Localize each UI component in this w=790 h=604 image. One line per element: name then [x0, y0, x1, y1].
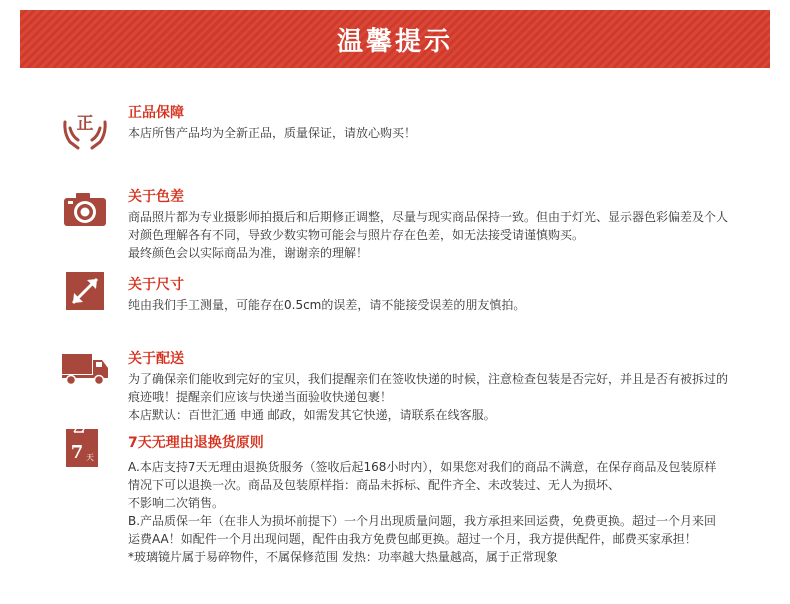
calendar-icon-day: 天: [86, 453, 94, 462]
truck-icon: [60, 348, 110, 392]
page-title: 温馨提示: [336, 26, 453, 57]
section-line: 纯由我们手工测量，可能存在0.5cm的误差，请不能接受误差的朋友慎拍。: [128, 298, 526, 312]
section-line: 情况下可以退换一次。商品及包装原样指：商品未拆标、配件齐全、未改装过、无人为损坏、: [128, 478, 621, 492]
genuine-hands-icon: [60, 108, 110, 152]
section-line: 不影响二次销售。: [128, 496, 225, 510]
section-line: 最终颜色会以实际商品为准，谢谢亲的理解！: [128, 246, 369, 260]
section-line: 痕迹哦！提醒亲们应该与快递当面验收快递包裹！: [128, 390, 393, 404]
section-body: [128, 124, 753, 142]
section-line: 本店所售产品均为全新正品，质量保证，请放心购买！: [128, 126, 417, 140]
camera-icon: [60, 188, 110, 232]
section-body: [128, 458, 753, 566]
section-body: [128, 296, 753, 314]
section-line: B.产品质保一年（在非人为损坏前提下）一个月出现质量问题，我方承担来回运费，免费更换。超过一个月来回: [128, 514, 717, 528]
seven-day-calendar-icon: [60, 426, 110, 470]
section-line: 本店默认：百世汇通 申通 邮政，如需发其它快递，请联系在线客服。: [128, 408, 496, 422]
section-line: *玻璃镜片属于易碎物件，不属保修范围 发热：功率越大热量越高，属于正常现象: [128, 550, 558, 564]
header-banner: [20, 10, 770, 68]
section-line: 为了确保亲们能收到完好的宝贝，我们提醒亲们在签收快递的时候，注意检查包装是否完好，并且是否有被拆过的: [128, 372, 729, 386]
section-line: 对颜色理解各有不同，导致少数实物可能会与照片存在色差，如无法接受请谨慎购买。: [128, 228, 585, 242]
section-line: 商品照片都为专业摄影师拍摄后和后期修正调整，尽量与现实商品保持一致。但由于灯光、显示器色彩偏差及个人: [128, 210, 729, 224]
section-title: 正品保障: [128, 105, 184, 121]
section-line: 运费AA！如配件一个月出现问题，配件由我方免费包邮更换。超过一个月，我方提供配件，邮费买家承担！: [128, 532, 697, 546]
genuine-icon-text: 正: [76, 114, 94, 134]
resize-arrow-icon: [60, 270, 110, 314]
calendar-icon-number: 7: [70, 442, 84, 463]
section-body: [128, 370, 753, 424]
section-title: 关于色差: [128, 189, 184, 205]
section-title: 关于尺寸: [128, 277, 184, 293]
section-title: 关于配送: [128, 351, 184, 367]
section-body: [128, 208, 753, 262]
section-title: 7天无理由退换货原则: [128, 435, 264, 451]
section-line: A.本店支持7天无理由退换货服务（签收后起168小时内），如果您对我们的商品不满意，在保存商品及包装原样: [128, 460, 717, 474]
